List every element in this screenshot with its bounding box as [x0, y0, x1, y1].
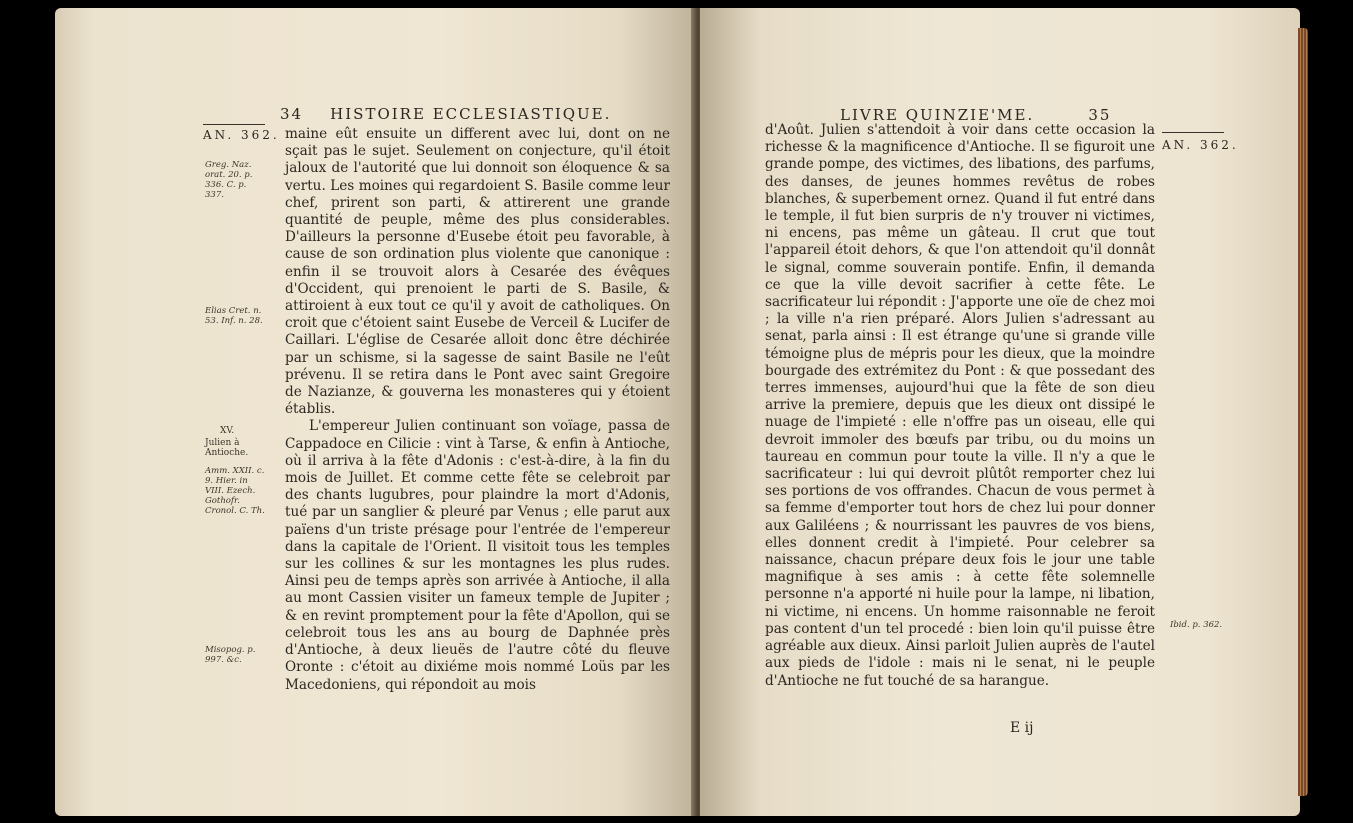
section-number: XV. — [220, 426, 235, 436]
paragraph: d'Août. Julien s'attendoit à voir dans cette occasion la richesse & la magnificence d'Antioche. Il se figuroit une grande pompe, des victimes, des libations, des parfums, des danses, de jeunes hommes revêtus de robes blanches, & superbement ornez. Quand il fut entré dans le temple, il fut bien surpris de n'y trouver ni victimes, ni encens, pas même un gâteau. Il crut que tout l'appareil étoit dehors, & que l'on attendoit qu'il donnât le signal, comme souverain pontife. Enfin, il demanda ce que la ville devoit sacrifier à cette fête. Le sacrificateur lui répondit : J'apporte une oïe de chez moi ; la ville n'a rien préparé. Alors Julien s'adressant au senat, parla ainsi : Il est étrange qu'une si grande ville témoigne plus de mépris pour les dieux, que la moindre bourgade des extrémitez du Pont : & que possedant des terres immenses, aujourd'hui que la fête de son dieu arrive la premiere, depuis que les dieux ont dissipé le nuage de l'impieté : elle n'offre pas un oiseau, elle qui devroit immoler des bœufs par tribu, ou du moins un taureau en commun pour toute la ville. Il n'y a que le sacrificateur : lui qui devroit plûtôt remporter chez lui ses portions de vos offrandes. Chacun de vous permet à sa femme d'emporter tout hors de chez lui pour donner aux Galiléens ; & nourrissant les pauvres de vos biens, elles donnent credit à l'impieté. Pour celebrer sa naissance, chacun prépare deux fois le jour une table magnifique à ses amis : à cette fête solemnelle personne n'a apporté ni huile pour la lampe, ni libation, ni victime, ni encens. Un homme raisonnable ne feroit pas content d'un tel procedé : bien loin qu'il puisse être agréable aux dieux. Ainsi parloit Julien auprès de l'autel aux pieds de l'idole : mais ni le senat, ni le peuple d'Antioche ne fut touché de sa harangue. — [765, 122, 1155, 689]
margin-summary: Julien à Antioche. — [205, 438, 249, 458]
page-number-right: 35 — [1088, 106, 1112, 124]
left-body-text — [285, 126, 670, 694]
margin-note: Ibid. p. 362. — [1170, 620, 1223, 630]
signature-mark: E ij — [1010, 720, 1034, 736]
page-edges — [1298, 28, 1308, 796]
right-body-text — [765, 122, 1155, 690]
paragraph: L'empereur Julien continuant son voïage, passa de Cappadoce en Cilicie : vint à Tarse, & enfin à Antioche, où il arriva à la fête d'Adonis : c'est-à-dire, à la fin du mois de Juillet. Et comme cette fête se celebroit par des chants lugubres, pour plaindre la mort d'Adonis, tué par un sanglier & pleuré par Venus ; elle parut aux païens d'un triste présage pour l'entrée de l'empereur dans la capitale de l'Orient. Il visitoit tous les temples sur les collines & sur les montagnes les plus rudes. Ainsi peu de temps après son arrivée à Antioche, il alla au mont Cassien visiter un fameux temple de Jupiter ; & en revint promptement pour la fête d'Apollon, qui se celebroit tous les ans au bourg de Daphnée près d'Antioche, à deux lieuës de l'autre côté du fleuve Oronte : c'étoit au dixiéme mois nommé Loüs par les Macedoniens, qui répondoit au mois — [285, 418, 670, 693]
left-page — [55, 8, 695, 816]
right-page — [700, 8, 1300, 816]
margin-note: Misopog. p. 997. &c. — [205, 645, 256, 665]
open-book — [55, 8, 1300, 816]
margin-note: Elias Cret. n. 53. Inf. n. 28. — [205, 306, 263, 326]
year-label-right: AN. 362. — [1162, 138, 1239, 152]
running-title-right: LIVRE QUINZIE'ME. — [840, 106, 1035, 124]
margin-rule-left — [203, 124, 265, 125]
left-running-header — [280, 105, 611, 123]
margin-note: Greg. Naz. orat. 20. p. 336. C. p. 337. — [205, 160, 253, 200]
running-title-left: HISTOIRE ECCLESIASTIQUE. — [330, 105, 612, 123]
paragraph: maine eût ensuite un different avec lui, dont on ne sçait pas le sujet. Seulement on conjecture, qu'il étoit jaloux de l'autorité que lui donnoit son éloquence & sa vertu. Les moines qui regardoient S. Basile comme leur chef, prirent son parti, & attirerent une grande quantité de peuple, même des plus considerables. D'ailleurs la personne d'Eusebe étoit peu favorable, à cause de son ordination plus violente que canonique : enfin il se trouvoit alors à Cesarée des évêques d'Occident, qui prenoient le parti de S. Basile, & attiroient à eux tout ce qu'il y avoit de catholiques. On croit que c'étoient saint Eusebe de Verceil & Lucifer de Caillari. L'église de Cesarée alloit donc être déchirée par un schisme, si la sagesse de saint Basile ne l'eût prévenu. Il se retira dans le Pont avec saint Gregoire de Nazianze, & gouverna les monasteres qui y étoient établis. — [285, 126, 670, 418]
year-label-left: AN. 362. — [203, 128, 280, 142]
margin-rule-right — [1162, 132, 1224, 133]
margin-note: Amm. XXII. c. 9. Hier. in VIII. Ezech. Gothofr. Cronol. C. Th. — [205, 466, 265, 516]
page-number-left: 34 — [280, 105, 304, 123]
